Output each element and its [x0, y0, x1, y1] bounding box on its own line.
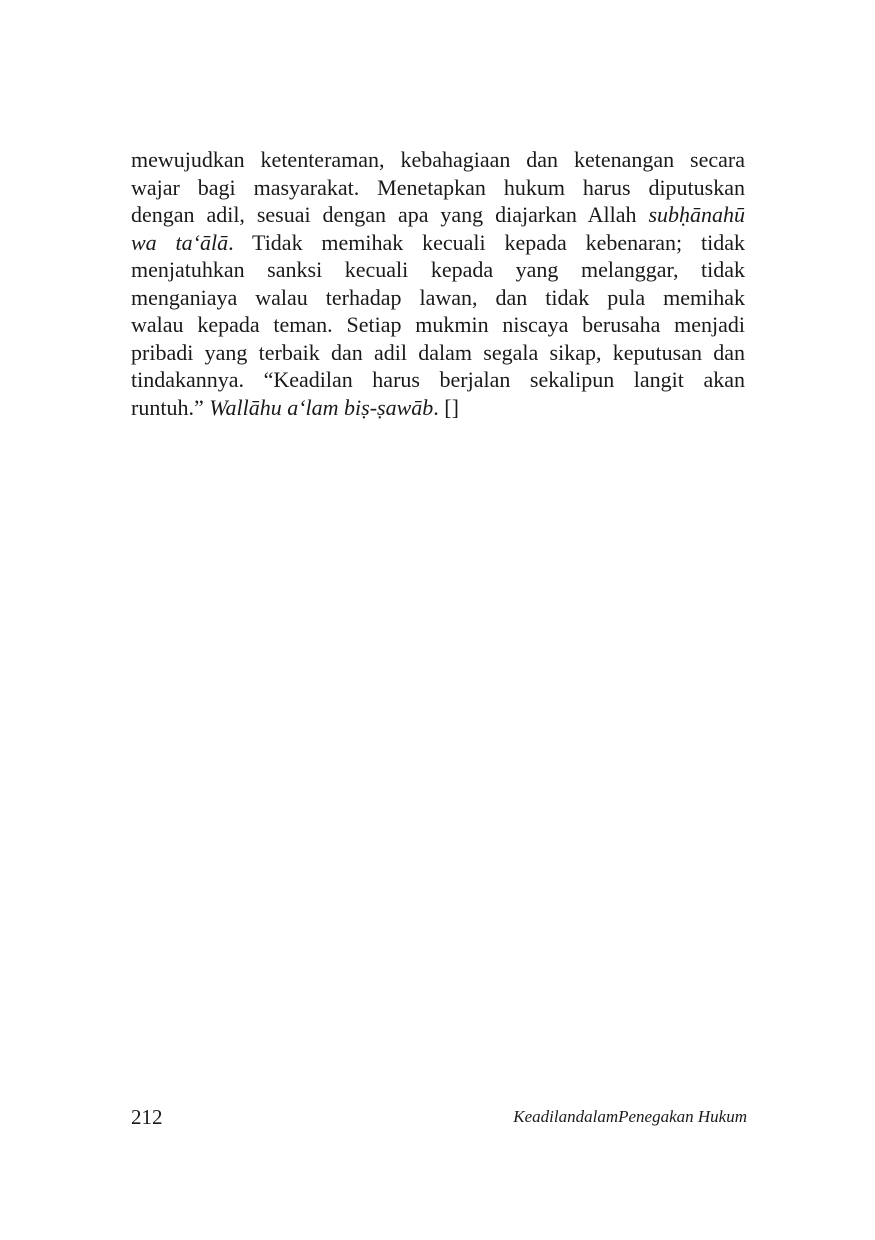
paragraph-line: tindakannya. “Keadilan harus berjalan sekalipun langit akan — [131, 367, 745, 392]
page-number: 212 — [131, 1105, 163, 1129]
paragraph-line: menjatuhkan sanksi kecuali kepada yang melanggar, tidak — [131, 257, 745, 282]
paragraph-line — [131, 201, 745, 229]
paragraph-line: pribadi yang terbaik dan adil dalam segala sikap, keputusan dan — [131, 339, 745, 365]
paragraph-line: mewujudkan ketenteraman, kebahagiaan dan ketenangan secara — [131, 147, 745, 172]
page-footer — [131, 1102, 747, 1132]
line-text: . Tidak memihak kecuali kepada kebenaran; tidak — [228, 229, 745, 255]
body-paragraph — [131, 146, 745, 421]
line-text: runtuh.” — [131, 394, 210, 420]
paragraph-line: menganiaya walau terhadap lawan, dan tidak pula memihak — [131, 284, 745, 310]
paragraph-line — [131, 394, 745, 422]
running-title: KeadilandalamPenegakan Hukum — [513, 1107, 747, 1126]
line-text: . [] — [433, 394, 459, 420]
italic-transliteration: wa ta‘ālā — [131, 229, 229, 255]
italic-transliteration: subḥānahū — [648, 202, 745, 227]
paragraph-line: walau kepada teman. Setiap mukmin niscaya berusaha menjadi — [131, 312, 745, 337]
paragraph-line: wajar bagi masyarakat. Menetapkan hukum harus diputuskan — [131, 174, 745, 200]
line-text: dengan adil, sesuai dengan apa yang diajarkan Allah — [131, 202, 649, 227]
paragraph-line — [131, 229, 745, 257]
italic-transliteration: Wallāhu a‘lam biṣ-ṣawāb — [209, 394, 434, 420]
